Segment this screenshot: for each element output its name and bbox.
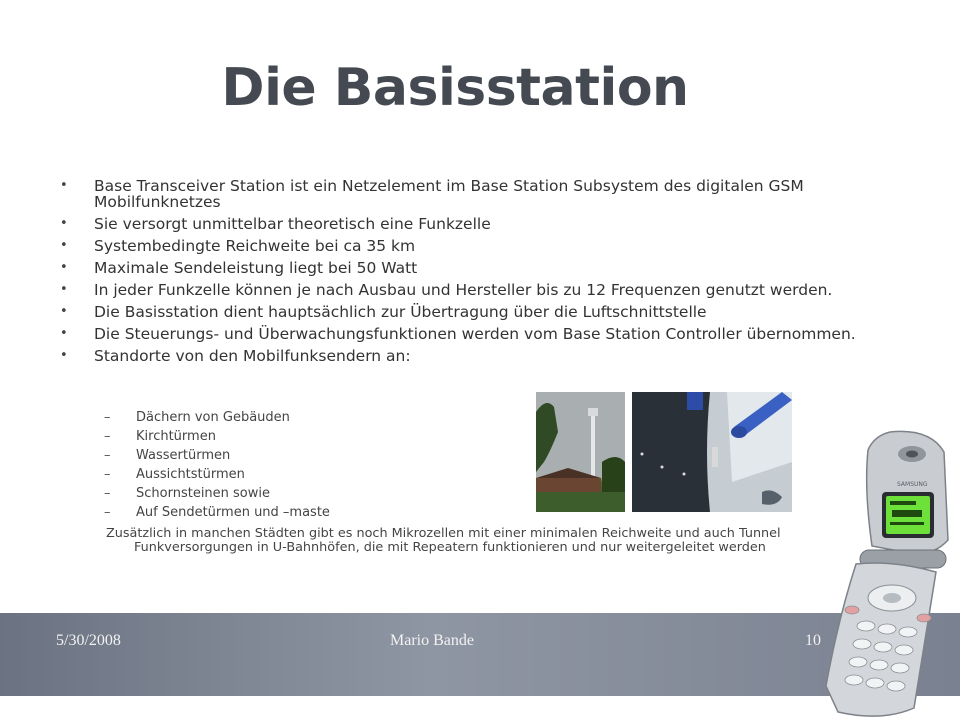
sub-bullet-item: – Aussichtstürmen (104, 467, 330, 482)
bullet-item: • Die Steuerungs- und Überwachungsfunktionen werden vom Base Station Controller übernommen. (58, 326, 858, 342)
tower-photo-graphic (536, 392, 625, 512)
bullet-item: • Die Basisstation dient hauptsächlich zur Übertragung über die Luftschnittstelle (58, 304, 858, 320)
bullet-list (58, 178, 858, 370)
bullet-item: • Base Transceiver Station ist ein Netzelement im Base Station Subsystem des digitalen GSM Mobilfunknetzes (58, 178, 858, 210)
footer-page-number: 10 (805, 632, 821, 649)
footer-author: Mario Bande (390, 632, 474, 649)
tunnel-photo (632, 392, 792, 512)
note-line: Funkversorgungen in U-Bahnhöfen, die mit Repeatern funktionieren und nur weitergeleitet werden (134, 540, 766, 555)
footer-date: 5/30/2008 (56, 632, 121, 649)
mobile-phone-image (812, 430, 952, 720)
sub-bullet-item: – Kirchtürmen (104, 429, 330, 444)
sub-bullet-item: – Schornsteinen sowie (104, 486, 330, 501)
slide-title: Die Basisstation (221, 58, 689, 118)
tunnel-photo-graphic (632, 392, 792, 512)
sub-bullet-item: – Wassertürmen (104, 448, 330, 463)
sub-bullet-item: – Auf Sendetürmen und –maste (104, 505, 330, 520)
bullet-item: • Sie versorgt unmittelbar theoretisch eine Funkzelle (58, 216, 858, 232)
bullet-item: • Maximale Sendeleistung liegt bei 50 Watt (58, 260, 858, 276)
sub-bullet-item: – Dächern von Gebäuden (104, 410, 330, 425)
bullet-item: • In jeder Funkzelle können je nach Ausbau und Hersteller bis zu 12 Frequenzen genutzt werden. (58, 282, 858, 298)
note-line: Zusätzlich in manchen Städten gibt es noch Mikrozellen mit einer minimalen Reichweite und auch Tunnel (106, 526, 781, 541)
mobile-phone-graphic (812, 430, 952, 720)
sub-bullet-list (104, 410, 330, 524)
bullet-item: • Systembedingte Reichweite bei ca 35 km (58, 238, 858, 254)
bullet-item: • Standorte von den Mobilfunksendern an: (58, 348, 858, 364)
note-paragraph (106, 527, 851, 555)
tower-photo (536, 392, 625, 512)
phone-brand: SAMSUNG (897, 481, 928, 488)
